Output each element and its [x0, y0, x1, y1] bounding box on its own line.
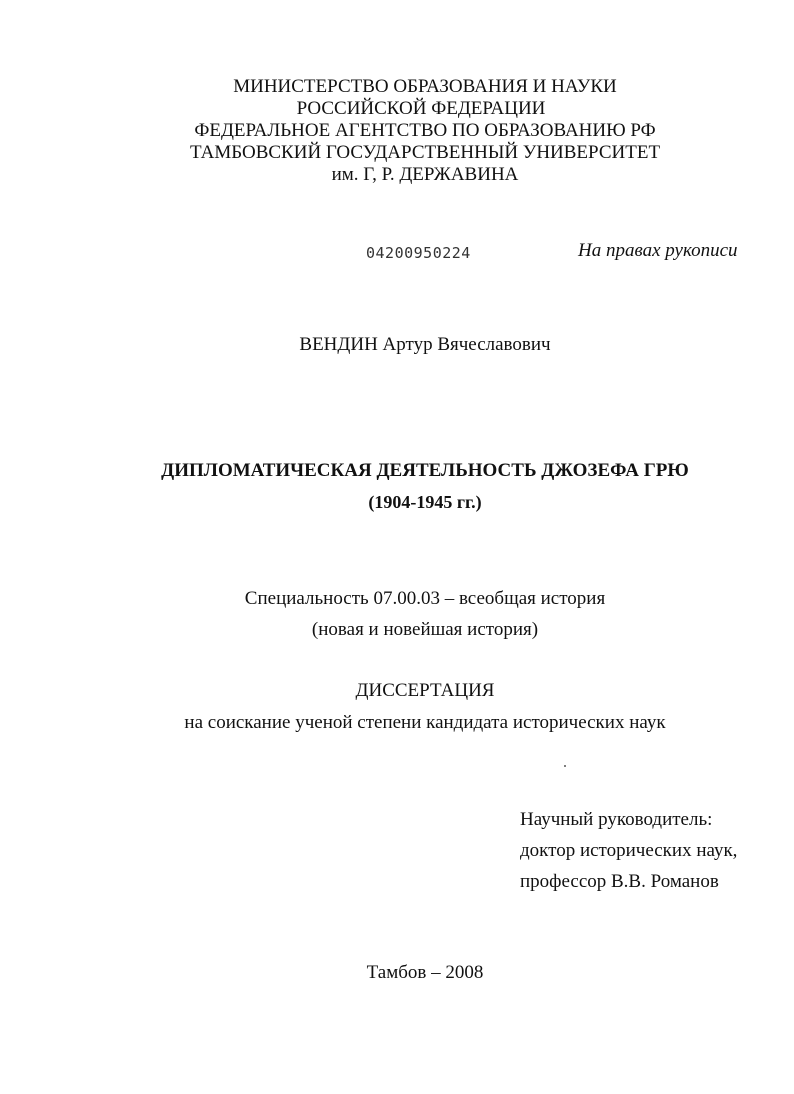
author-name: ВЕНДИН Артур Вячеславович: [299, 334, 551, 355]
supervisor-heading: Научный руководитель:: [520, 809, 713, 830]
supervisor-degree: доктор исторических наук,: [520, 840, 738, 861]
university-line: ТАМБОВСКИЙ ГОСУДАРСТВЕННЫЙ УНИВЕРСИТЕТ: [189, 142, 661, 163]
dissertation-title-years: (1904-1945 гг.): [368, 492, 482, 512]
specialty-subline: (новая и новейшая история): [311, 619, 539, 640]
institution-header: [0, 76, 794, 186]
dissertation-title: ДИПЛОМАТИЧЕСКАЯ ДЕЯТЕЛЬНОСТЬ ДЖОЗЕФА ГРЮ: [161, 460, 689, 481]
agency-line: ФЕДЕРАЛЬНОЕ АГЕНТСТВО ПО ОБРАЗОВАНИЮ РФ: [194, 120, 656, 141]
federation-line: РОССИЙСКОЙ ФЕДЕРАЦИИ: [296, 98, 546, 119]
dissertation-purpose: на соискание ученой степени кандидата исторических наук: [184, 712, 666, 733]
specialty-line: Специальность 07.00.03 – всеобщая история: [244, 588, 606, 609]
university-name-line: им. Г, Р. ДЕРЖАВИНА: [331, 164, 519, 185]
scan-speck: [564, 765, 566, 767]
dissertation-label: ДИССЕРТАЦИЯ: [355, 680, 495, 701]
inventory-number: 04200950224: [366, 244, 471, 262]
city-year: Тамбов – 2008: [366, 962, 484, 983]
rights-note: На правах рукописи: [578, 240, 738, 261]
supervisor-block: [520, 804, 737, 897]
ministry-line: МИНИСТЕРСТВО ОБРАЗОВАНИЯ И НАУКИ: [233, 76, 617, 97]
supervisor-name: профессор В.В. Романов: [520, 871, 719, 892]
